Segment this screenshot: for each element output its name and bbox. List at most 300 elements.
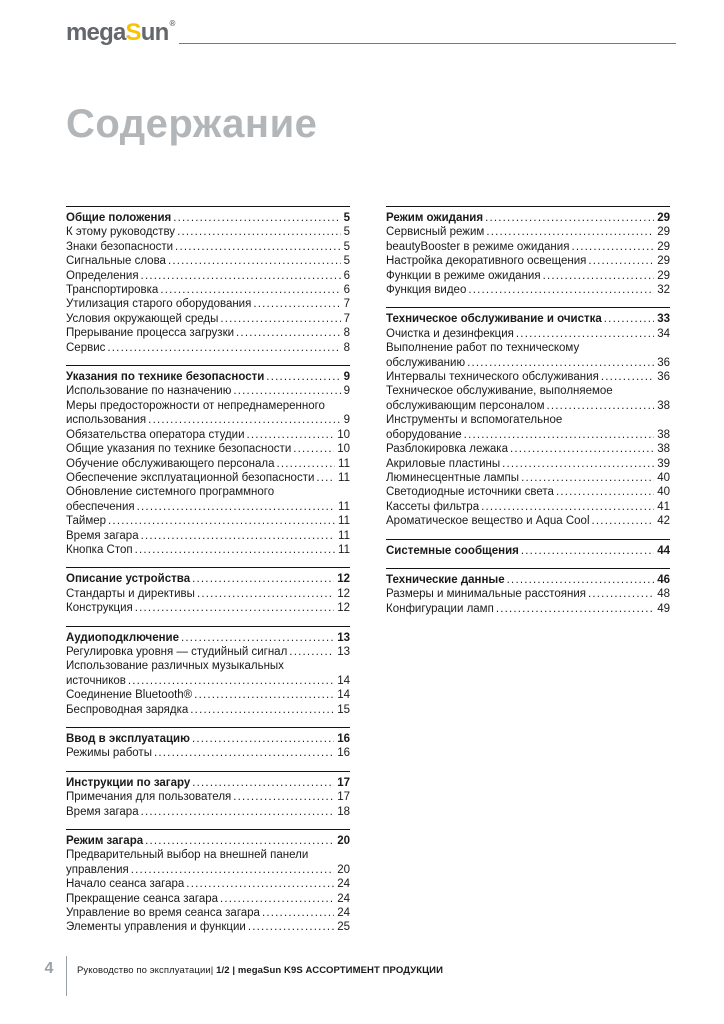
toc-page-number: 38 [657,428,670,441]
dot-leader [546,399,654,413]
logo-text-mega: mega [66,19,126,46]
toc-page-number: 12 [337,573,350,586]
dot-leader [192,776,334,790]
toc-entry-label: Ввод в эксплуатацию [66,733,190,745]
dot-leader [496,602,654,616]
toc-section [386,307,670,528]
toc-column-left [66,206,350,945]
toc-page-number: 8 [343,341,350,354]
dot-leader [293,442,334,456]
toc-section [66,567,350,615]
toc-entry [66,283,350,297]
toc-page-number: 13 [337,631,350,644]
toc-page-number: 29 [657,212,670,224]
toc-section-heading [386,211,670,225]
toc-entry-label: Беспроводная зарядка [66,703,189,716]
toc-entry-row [66,703,350,717]
toc-entry-row [66,269,350,283]
dot-leader [192,572,334,586]
toc-entry-line: Использование различных музыкальных [66,660,284,673]
toc-entry-label: управления [66,863,129,876]
toc-entry-row [66,428,350,442]
toc-entry [66,848,350,877]
dot-leader [137,500,335,514]
toc-entry-row [386,269,670,283]
toc-entry-row [66,601,350,615]
toc-entry [66,920,350,934]
toc-entry-label: Общие положения [66,212,172,224]
toc-entry-label: Системные сообщения [386,544,519,557]
toc-page-number: 29 [657,255,670,268]
toc-entry [386,413,670,442]
dot-leader [192,732,334,746]
toc-entry-label: использования [66,414,147,427]
toc-entry-label: Стандарты и директивы [66,587,195,600]
toc-page-number: 46 [657,573,670,586]
toc-entry-row [66,543,350,557]
toc-entry-label: Аудиоподключение [66,631,179,644]
toc-entry-label: Инструкции по загару [66,776,191,789]
toc-entry-label: обслуживанию [386,356,466,369]
toc-entry-label: Очистка и дезинфекция [386,327,514,340]
dot-leader [197,587,334,601]
toc-column-right [386,206,670,945]
toc-entry-row [66,892,350,906]
dot-leader [141,269,341,283]
toc-section [66,365,350,557]
toc-section [386,568,670,616]
toc-entry-label: Элементы управления и функции [66,921,246,934]
toc-entry-row [66,746,350,760]
toc-entry-row [386,457,670,471]
dot-leader [131,863,334,877]
toc-page-number: 16 [337,733,350,745]
toc-page-number: 36 [657,371,670,384]
toc-entry [386,587,670,601]
toc-entry-label: Условия окружающей среды [66,312,219,325]
toc-entry-row [386,544,670,558]
toc-entry-label: Сервис [66,341,106,354]
toc-entry-row [66,920,350,934]
toc-entry-row [66,572,350,586]
toc-entry-label: Прекращение сеанса загара [66,892,219,905]
toc-page-number: 29 [657,269,670,282]
toc-page-number: 6 [343,269,350,282]
toc-page-number: 5 [343,226,350,239]
dot-leader [220,892,334,906]
toc-page-number: 24 [337,892,350,905]
toc-entry [66,877,350,891]
toc-entry [66,384,350,398]
dot-leader [266,370,340,384]
toc-page-number: 10 [337,443,350,456]
toc-page-number: 16 [337,747,350,760]
toc-entry [66,240,350,254]
toc-entry [66,312,350,326]
toc-entry [386,442,670,456]
toc-entry-label: beautyBooster в режиме ожидания [386,240,570,253]
dot-leader [248,920,334,934]
toc-entry-label: Кнопка Стоп [66,543,133,556]
toc-section-heading [66,776,350,790]
toc-page-number: 12 [337,587,350,600]
toc-page-number: 5 [343,240,350,253]
page-header [66,20,676,45]
toc-page-number: 24 [337,907,350,920]
toc-page-number: 11 [338,500,350,513]
toc-entry-row [386,254,670,268]
dot-leader [145,834,334,848]
dot-leader [510,442,654,456]
toc-page-number: 49 [657,602,670,615]
toc-entry-row [386,240,670,254]
toc-page-number: 38 [657,443,670,456]
toc-entry-label: обслуживающим персоналом [386,399,545,412]
toc-page-number: 5 [343,212,350,224]
toc-entry-row [386,442,670,456]
toc-entry-row [66,790,350,804]
toc-entry-row [386,573,670,587]
toc-section [66,206,350,355]
toc-section-heading [386,312,670,326]
toc-entry [66,529,350,543]
toc-entry-line: Меры предосторожности от непреднамеренного [66,399,325,412]
toc-entry-label: Обязательства оператора студии [66,428,245,441]
toc-entry-label: Время загара [66,529,139,542]
toc-entry-row [386,500,670,514]
toc-entry-label: Примечания для пользователя [66,791,232,804]
toc-entry-row [66,297,350,311]
toc-section [386,206,670,297]
toc-page-number: 5 [343,255,350,268]
toc-section [66,771,350,819]
toc-entry-label: Начало сеанса загара [66,878,185,891]
toc-page-number: 8 [343,327,350,340]
toc-entry [66,225,350,239]
toc-page-number: 14 [337,674,350,687]
dot-leader [141,529,335,543]
toc-page-number: 29 [657,226,670,239]
toc-entry-row [66,645,350,659]
toc-entry-label: Режимы работы [66,747,152,760]
toc-page-number: 24 [337,878,350,891]
toc-page-number: 11 [338,515,350,528]
toc-entry-row [66,732,350,746]
toc-page-number: 34 [657,327,670,340]
toc-page-number: 12 [337,602,350,615]
toc-page-number: 33 [657,313,670,326]
footer-text-bold: 1/2 | megaSun K9S АССОРТИМЕНТ ПРОДУКЦИИ [216,965,444,976]
dot-leader [107,341,340,355]
dot-leader [468,283,654,297]
dot-leader [262,906,334,920]
toc-entry [66,906,350,920]
toc-entry [66,892,350,906]
toc-page-number: 41 [657,500,670,513]
toc-entry-label: оборудование [386,428,462,441]
dot-leader [233,384,340,398]
footer-text-regular: Руководство по эксплуатации| [77,965,217,976]
toc-entry [66,485,350,514]
dot-leader [141,805,335,819]
toc-entry [386,254,670,268]
toc-entry [386,384,670,413]
dot-leader [160,283,340,297]
toc-entry [66,645,350,659]
toc-entry [66,326,350,340]
toc-page-number: 6 [343,284,350,297]
logo-text-un: un [140,19,169,46]
page-footer [38,956,443,996]
toc-entry [386,240,670,254]
logo-accent-s: S [125,19,141,46]
dot-leader [168,254,341,268]
toc-page-number: 40 [657,486,670,499]
toc-entry-row [386,471,670,485]
dot-leader [289,645,334,659]
dot-leader [220,312,340,326]
toc-entry-row [66,240,350,254]
toc-entry [386,514,670,528]
toc-entry-label: Утилизация старого оборудования [66,298,252,311]
toc-entry [66,601,350,615]
toc-entry-label: Соединение Bluetooth® [66,689,193,702]
toc-page-number: 7 [343,298,350,311]
toc-entry-label: Прерывание процесса загрузки [66,327,235,340]
toc-page-number: 38 [657,399,670,412]
dot-leader [521,471,654,485]
toc-entry [386,341,670,370]
toc-entry-label: источников [66,674,126,687]
dot-leader [588,587,654,601]
dot-leader [592,514,655,528]
toc-entry-row [66,413,350,427]
toc-entry [66,703,350,717]
table-of-contents [66,206,670,945]
dot-leader [485,211,654,225]
toc-entry [66,790,350,804]
toc-entry-label: Режим загара [66,835,144,848]
dot-leader [181,631,334,645]
toc-page-number: 42 [657,515,670,528]
toc-entry-row [386,312,670,326]
toc-entry [66,269,350,283]
toc-entry-row [66,225,350,239]
toc-page-number: 11 [338,457,350,470]
toc-entry-row [66,442,350,456]
dot-leader [175,240,341,254]
toc-entry-label: Обеспечение эксплуатационной безопасности [66,471,315,484]
toc-entry-row [66,370,350,384]
toc-page-number: 13 [337,645,350,658]
toc-section-heading [386,544,670,558]
header-rule [179,43,676,44]
toc-page-number: 17 [337,791,350,804]
toc-entry [386,500,670,514]
toc-entry-label: Светодиодные источники света [386,486,554,499]
toc-entry-label: Управление во время сеанса загара [66,907,260,920]
footer-text [77,965,443,976]
dot-leader [135,601,334,615]
dot-leader [108,514,335,528]
toc-entry-label: Кассеты фильтра [386,500,480,513]
toc-entry [386,471,670,485]
toc-entry [66,805,350,819]
dot-leader [467,356,654,370]
footer-divider [66,956,67,996]
toc-entry-row [66,906,350,920]
toc-entry-row [386,428,670,442]
toc-page-number: 20 [337,863,350,876]
toc-entry-row [386,225,670,239]
dot-leader [521,544,654,558]
toc-entry [66,746,350,760]
toc-entry-label: Знаки безопасности [66,240,174,253]
toc-entry-line: Выполнение работ по техническому [386,342,580,355]
toc-entry [66,659,350,688]
toc-section-heading [66,834,350,848]
toc-entry-row [66,500,350,514]
toc-entry-row [66,254,350,268]
dot-leader [190,703,334,717]
dot-leader [173,211,340,225]
toc-entry-row [386,587,670,601]
toc-entry-row [66,211,350,225]
toc-entry [66,254,350,268]
toc-entry-label: Технические данные [386,573,505,586]
toc-entry-row [66,457,350,471]
toc-entry-row [66,688,350,702]
toc-entry-label: Указания по технике безопасности [66,371,265,384]
toc-entry-row [66,631,350,645]
dot-leader [154,746,334,760]
toc-section-heading [386,573,670,587]
toc-entry-label: обеспечения [66,500,135,513]
toc-entry-line: Предварительный выбор на внешней панели [66,849,309,862]
toc-entry-label: Регулировка уровня — студийный сигнал [66,645,288,658]
toc-entry-label: Настройка декоративного освещения [386,255,587,268]
page-title: Содержание [66,102,318,146]
toc-entry-label: Акриловые пластины [386,457,501,470]
toc-entry-row [66,529,350,543]
dot-leader [233,790,334,804]
toc-page-number: 11 [338,543,350,556]
toc-entry-label: Сигнальные слова [66,255,166,268]
toc-entry-row [386,370,670,384]
toc-entry-row [66,514,350,528]
toc-entry-label: Описание устройства [66,573,191,586]
toc-entry-label: Определения [66,269,139,282]
toc-entry [66,688,350,702]
toc-entry-label: Сервисный режим [386,226,485,239]
dot-leader [316,471,335,485]
toc-page-number: 40 [657,471,670,484]
toc-entry-row [386,485,670,499]
toc-page-number: 10 [337,428,350,441]
toc-page-number: 9 [343,414,350,427]
toc-entry [386,327,670,341]
toc-page-number: 7 [343,312,350,325]
toc-entry [66,587,350,601]
toc-entry-label: Конфигурации ламп [386,602,494,615]
dot-leader [148,413,340,427]
toc-entry-line: Обновление системного программного [66,486,275,499]
toc-entry [66,471,350,485]
dot-leader [502,457,654,471]
toc-entry-row [66,834,350,848]
toc-entry-label: Люминесцентные лампы [386,471,520,484]
toc-entry [386,370,670,384]
dot-leader [543,269,655,283]
megasun-logo [66,20,175,45]
dot-leader [253,297,340,311]
toc-entry-row [386,514,670,528]
toc-entry-label: Разблокировка лежака [386,443,508,456]
toc-page-number: 11 [338,471,350,484]
toc-entry-row [66,283,350,297]
toc-page-number: 44 [657,544,670,557]
toc-entry [386,602,670,616]
toc-entry-label: Транспортировка [66,284,159,297]
toc-entry [66,543,350,557]
toc-page-number: 15 [337,703,350,716]
toc-entry-label: Конструкция [66,602,133,615]
toc-section [386,539,670,558]
dot-leader [236,326,341,340]
toc-entry-label: Функции в режиме ожидания [386,269,541,282]
toc-section-heading [66,211,350,225]
toc-entry-row [386,211,670,225]
toc-section [66,727,350,761]
toc-entry-row [66,341,350,355]
toc-page-number: 48 [657,588,670,601]
toc-entry-row [66,776,350,790]
toc-page-number: 9 [343,385,350,398]
toc-section-heading [66,732,350,746]
dot-leader [247,428,335,442]
toc-entry-row [386,327,670,341]
toc-entry-label: Время загара [66,805,139,818]
toc-entry [386,485,670,499]
dot-leader [507,573,655,587]
toc-entry-row [386,283,670,297]
dot-leader [571,240,654,254]
toc-entry-label: Обучение обслуживающего персонала [66,457,275,470]
dot-leader [588,254,654,268]
toc-page-number: 36 [657,356,670,369]
toc-entry [386,269,670,283]
toc-entry-row [66,674,350,688]
dot-leader [601,370,654,384]
toc-entry-row [386,399,670,413]
toc-entry [66,457,350,471]
toc-entry-label: Техническое обслуживание и очистка [386,313,602,326]
toc-entry-row [66,805,350,819]
toc-entry-row [66,877,350,891]
dot-leader [135,543,335,557]
toc-entry-line: Техническое обслуживание, выполняемое [386,385,613,398]
toc-entry [386,225,670,239]
page-number: 4 [44,960,54,977]
dot-leader [604,312,654,326]
toc-page-number: 29 [657,240,670,253]
toc-entry-row [66,384,350,398]
toc-entry-label: К этому руководству [66,226,176,239]
dot-leader [464,428,655,442]
toc-page-number: 25 [337,921,350,934]
toc-page-number: 39 [657,457,670,470]
toc-section-heading [66,631,350,645]
